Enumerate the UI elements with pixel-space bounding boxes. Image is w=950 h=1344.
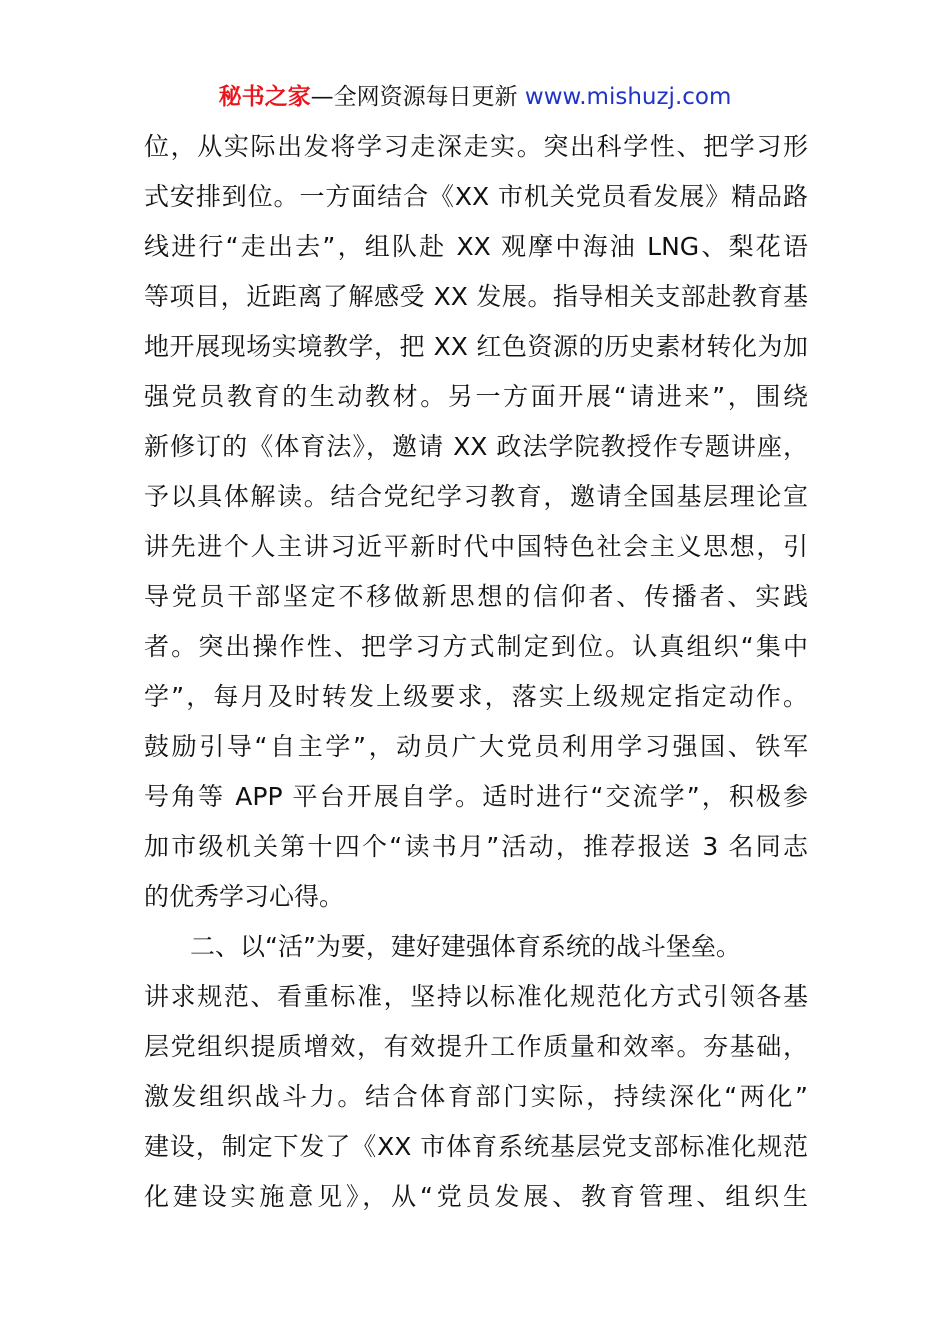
page-header	[0, 82, 950, 112]
body-line: 式安排到位。一方面结合《XX 市机关党员看发展》精品路	[144, 182, 808, 211]
body-line: 者。突出操作性、把学习方式制定到位。认真组织“集中	[144, 632, 808, 661]
section-heading-2: 二、以“活”为要，建好建强体育系统的战斗堡垒。	[190, 932, 741, 961]
body-line: 新修订的《体育法》，邀请 XX 政法学院教授作专题讲座，	[144, 432, 808, 461]
body-line: 化建设实施意见》，从“党员发展、教育管理、组织生	[144, 1182, 808, 1211]
body-line: 讲先进个人主讲习近平新时代中国特色社会主义思想，引	[144, 532, 808, 561]
brand-name: 秘书之家	[218, 84, 311, 110]
header-tagline: —全网资源每日更新	[310, 84, 525, 110]
body-line: 层党组织提质增效，有效提升工作质量和效率。夯基础，	[144, 1032, 808, 1061]
body-line: 建设，制定下发了《XX 市体育系统基层党支部标准化规范	[144, 1132, 808, 1161]
body-line: 地开展现场实境教学，把 XX 红色资源的历史素材转化为加	[144, 332, 808, 361]
body-line: 线进行“走出去”，组队赴 XX 观摩中海油 LNG、梨花语	[144, 232, 808, 261]
body-line: 鼓励引导“自主学”，动员广大党员利用学习强国、铁军	[144, 732, 808, 761]
body-line: 加市级机关第十四个“读书月”活动，推荐报送 3 名同志	[144, 832, 808, 861]
body-line: 予以具体解读。结合党纪学习教育，邀请全国基层理论宣	[144, 482, 808, 511]
body-line: 等项目，近距离了解感受 XX 发展。指导相关支部赴教育基	[144, 282, 808, 311]
body-line: 位，从实际出发将学习走深走实。突出科学性、把学习形	[144, 132, 808, 161]
body-line: 号角等 APP 平台开展自学。适时进行“交流学”，积极参	[144, 782, 808, 811]
body-line: 导党员干部坚定不移做新思想的信仰者、传播者、实践	[144, 582, 808, 611]
document-body	[144, 122, 808, 1222]
body-line: 讲求规范、看重标准，坚持以标准化规范化方式引领各基	[144, 982, 808, 1011]
body-line-paragraph-end: 的优秀学习心得。	[144, 882, 345, 911]
body-line: 学”，每月及时转发上级要求，落实上级规定指定动作。	[144, 682, 808, 711]
body-line: 激发组织战斗力。结合体育部门实际，持续深化“两化”	[144, 1082, 808, 1111]
header-site-url[interactable]: www.mishuzj.com	[524, 84, 732, 110]
body-line: 强党员教育的生动教材。另一方面开展“请进来”，围绕	[144, 382, 808, 411]
